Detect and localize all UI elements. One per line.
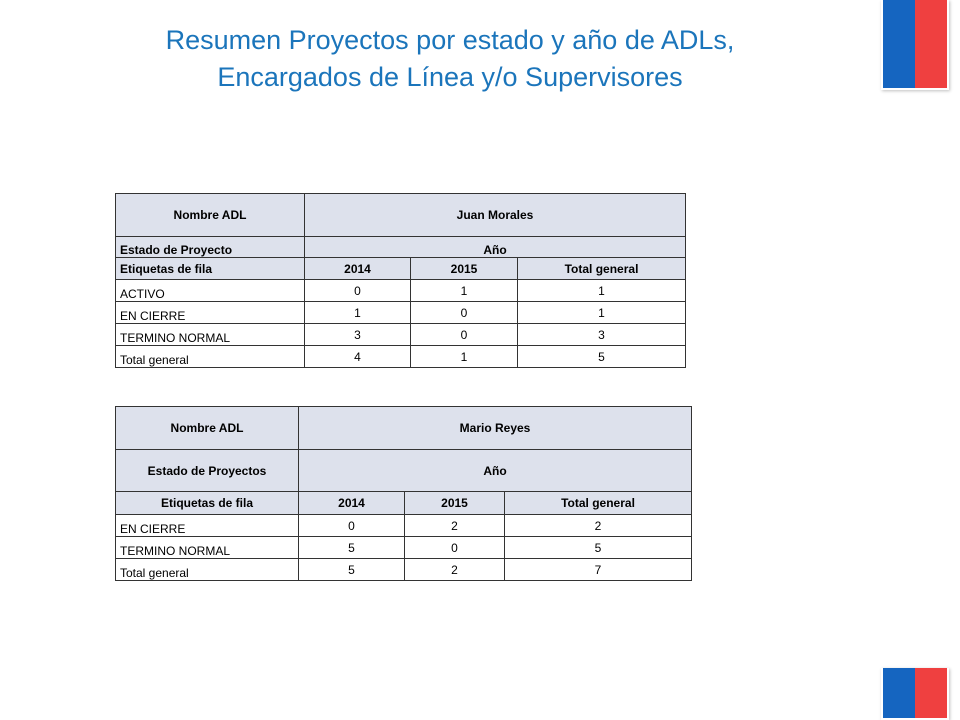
cell-2014: 5 bbox=[299, 537, 405, 559]
table-row bbox=[116, 515, 692, 537]
column-header: Total general bbox=[518, 258, 686, 280]
nombre-adl-label: Nombre ADL bbox=[116, 407, 299, 450]
row-label: ACTIVO bbox=[116, 280, 305, 302]
estado-proyecto-label: Estado de Proyecto bbox=[116, 237, 305, 258]
anio-label: Año bbox=[305, 237, 686, 258]
cell-2015: 0 bbox=[405, 537, 505, 559]
cell-total: 3 bbox=[518, 324, 686, 346]
cell-2015: 1 bbox=[411, 280, 518, 302]
cell-total: 2 bbox=[505, 515, 692, 537]
slide-title bbox=[60, 22, 840, 96]
cell-2015: 2 bbox=[405, 559, 505, 581]
nombre-adl-label: Nombre ADL bbox=[116, 194, 305, 237]
cell-2015: 0 bbox=[411, 324, 518, 346]
cell-2014: 5 bbox=[299, 559, 405, 581]
row-label: TERMINO NORMAL bbox=[116, 324, 305, 346]
slide-title-line-1: Resumen Proyectos por estado y año de ADLs, bbox=[165, 25, 735, 55]
column-header: 2015 bbox=[411, 258, 518, 280]
column-header: Etiquetas de fila bbox=[116, 492, 299, 515]
column-header: 2015 bbox=[405, 492, 505, 515]
column-header: 2014 bbox=[299, 492, 405, 515]
column-header: Total general bbox=[505, 492, 692, 515]
cell-2014: 3 bbox=[305, 324, 411, 346]
pivot-table-mario-reyes bbox=[115, 406, 692, 581]
cell-total: 1 bbox=[518, 302, 686, 324]
cell-total: 7 bbox=[505, 559, 692, 581]
cell-total: 5 bbox=[505, 537, 692, 559]
column-header: 2014 bbox=[305, 258, 411, 280]
pivot-table-juan-morales bbox=[115, 193, 686, 368]
cell-total: 1 bbox=[518, 280, 686, 302]
cell-2014: 0 bbox=[299, 515, 405, 537]
cell-total: 5 bbox=[518, 346, 686, 368]
row-label: TERMINO NORMAL bbox=[116, 537, 299, 559]
chile-flag-icon-bottom bbox=[881, 668, 949, 720]
table-row bbox=[116, 280, 686, 302]
cell-2015: 1 bbox=[411, 346, 518, 368]
row-label: Total general bbox=[116, 559, 299, 581]
nombre-adl-value: Mario Reyes bbox=[299, 407, 692, 450]
nombre-adl-value: Juan Morales bbox=[305, 194, 686, 237]
cell-2014: 1 bbox=[305, 302, 411, 324]
anio-label: Año bbox=[299, 450, 692, 492]
slide-title-line-2: Encargados de Línea y/o Supervisores bbox=[217, 62, 683, 92]
chile-flag-icon-top bbox=[881, 0, 949, 90]
row-label: Total general bbox=[116, 346, 305, 368]
table-row bbox=[116, 537, 692, 559]
estado-proyectos-label: Estado de Proyectos bbox=[116, 450, 299, 492]
table-row bbox=[116, 324, 686, 346]
cell-2014: 4 bbox=[305, 346, 411, 368]
cell-2015: 0 bbox=[411, 302, 518, 324]
table-row bbox=[116, 302, 686, 324]
table-row-total bbox=[116, 346, 686, 368]
column-header: Etiquetas de fila bbox=[116, 258, 305, 280]
table-row-total bbox=[116, 559, 692, 581]
cell-2015: 2 bbox=[405, 515, 505, 537]
row-label: EN CIERRE bbox=[116, 302, 305, 324]
cell-2014: 0 bbox=[305, 280, 411, 302]
row-label: EN CIERRE bbox=[116, 515, 299, 537]
